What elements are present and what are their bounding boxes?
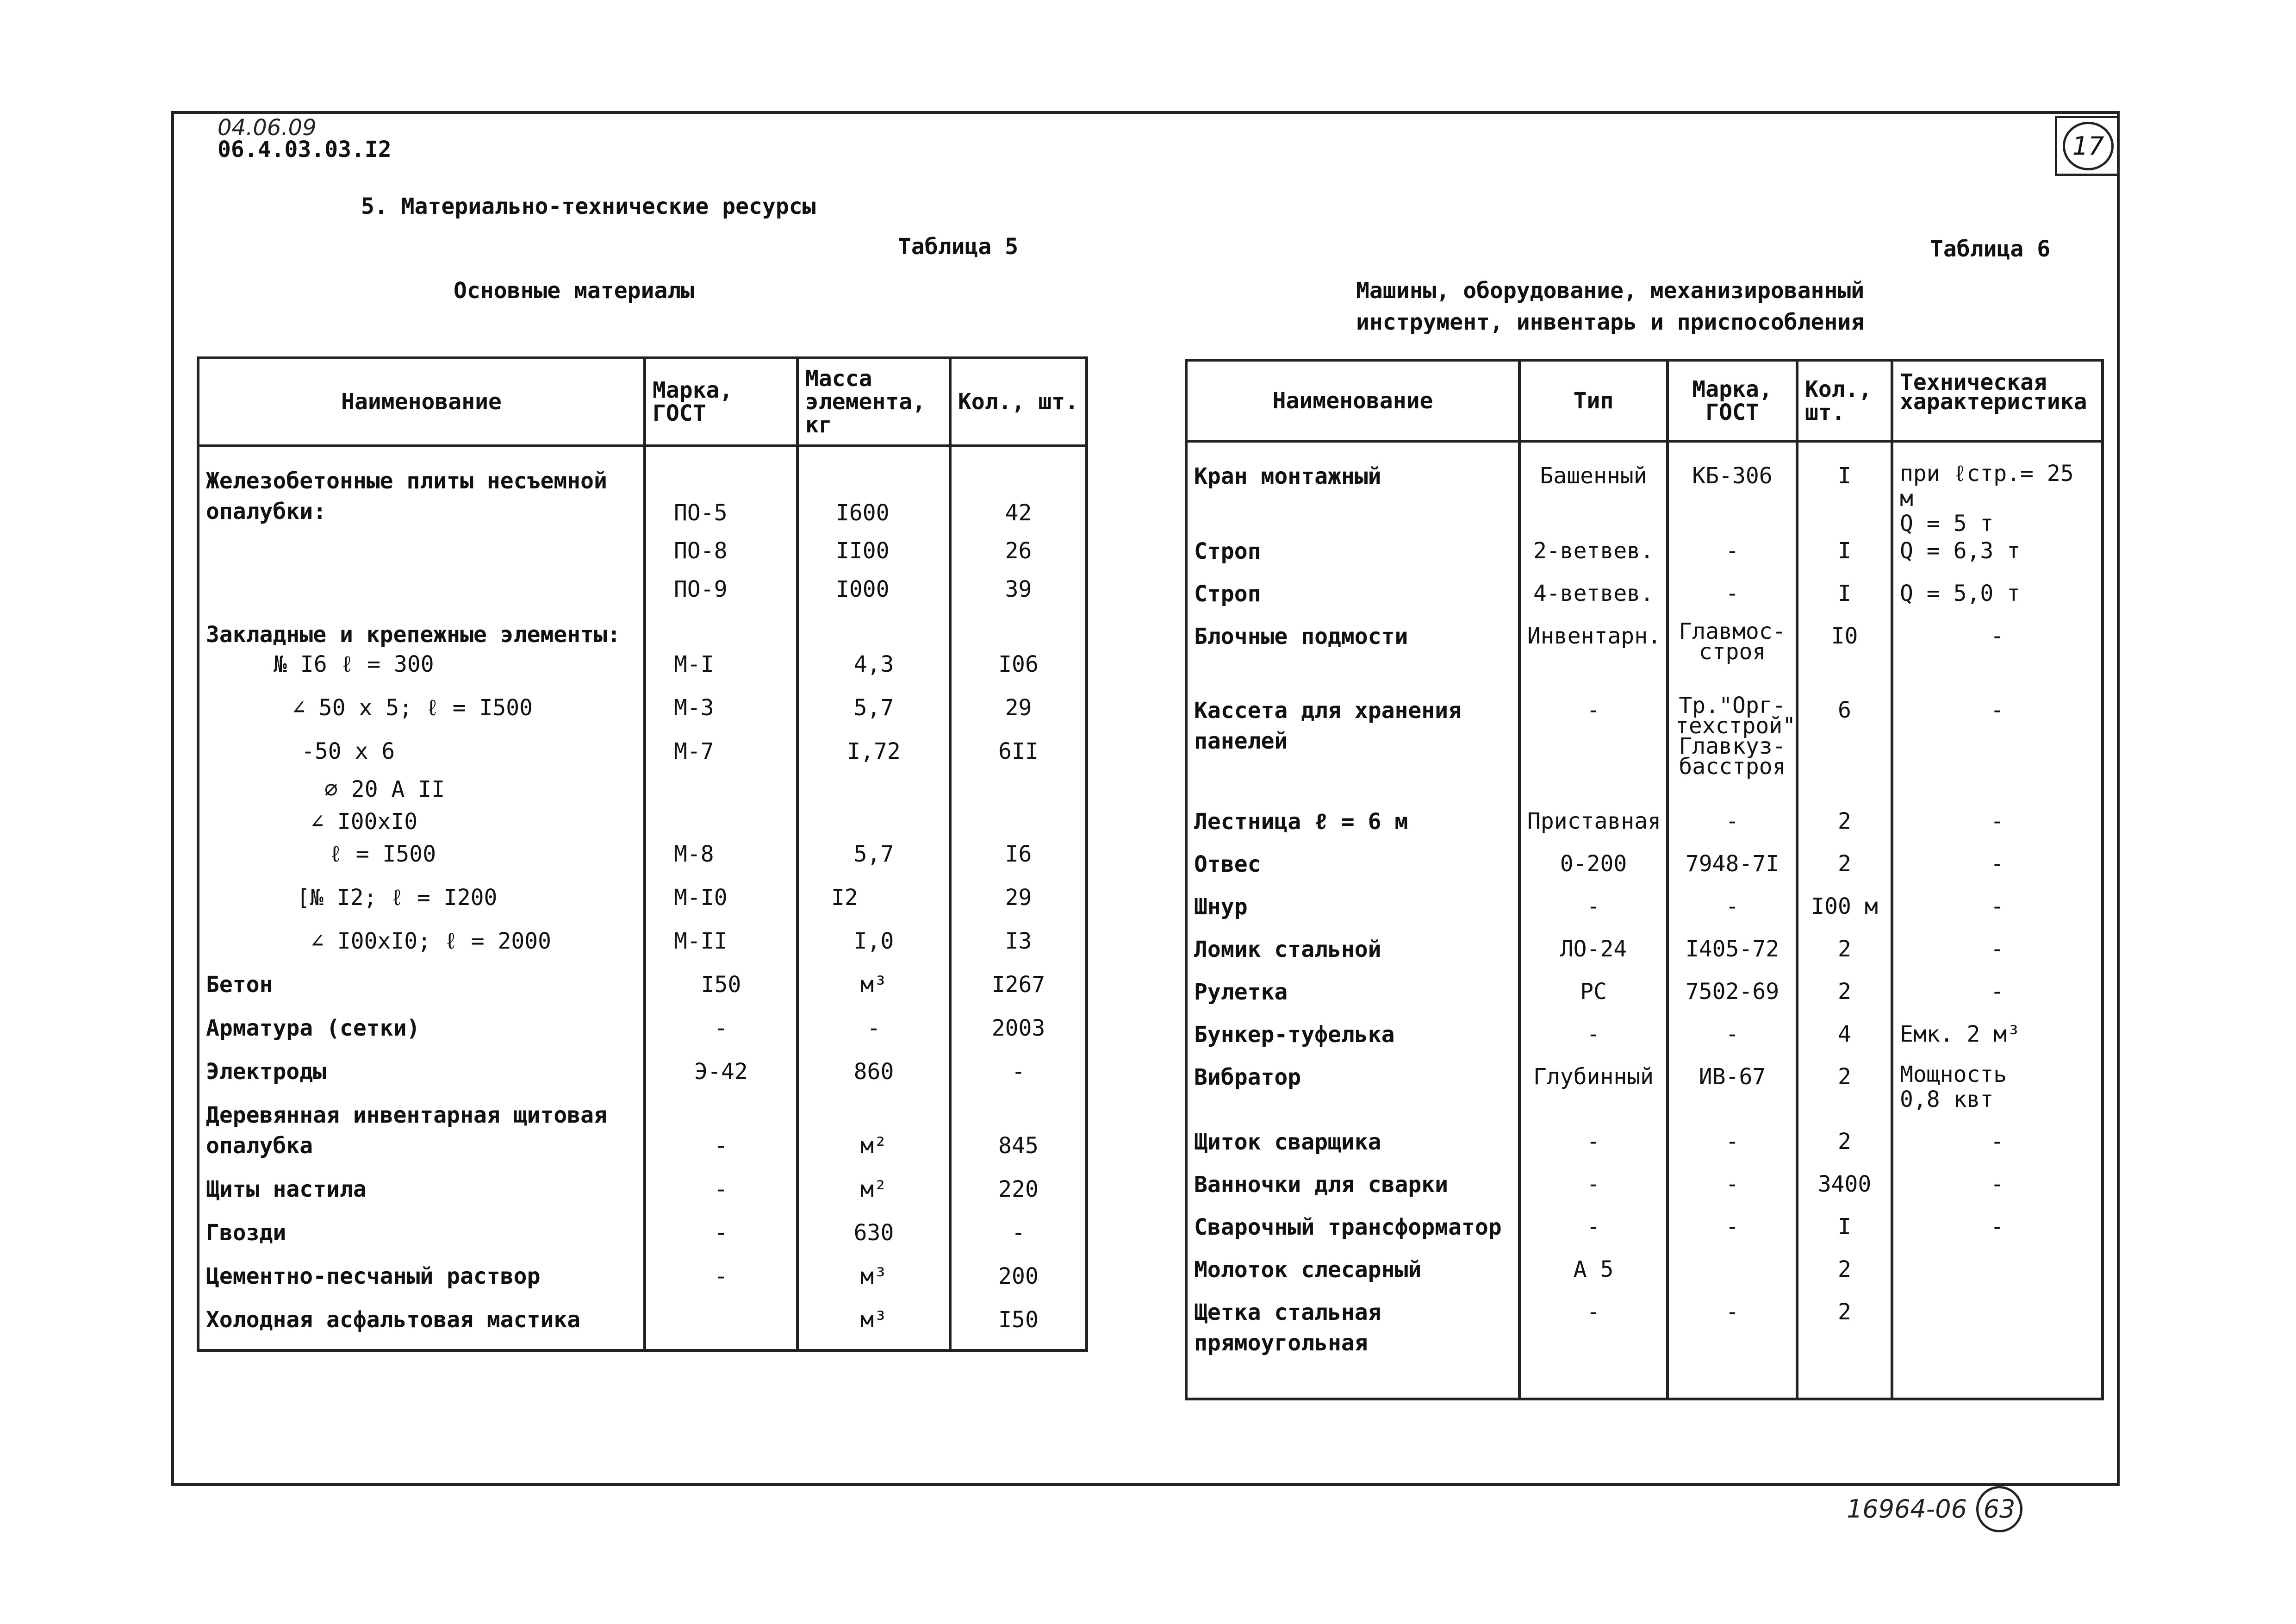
row-qty: 39 bbox=[950, 575, 1087, 612]
row-qty: I267 bbox=[950, 970, 1087, 1013]
table-row bbox=[198, 1218, 1087, 1262]
table-row bbox=[198, 650, 1087, 693]
row-mass: I,72 bbox=[797, 737, 950, 775]
row-qty: I bbox=[1797, 1212, 1892, 1255]
table-row bbox=[198, 737, 1087, 775]
row-qty: 2 bbox=[1797, 806, 1892, 849]
row-qty: 200 bbox=[950, 1262, 1087, 1305]
row-qty: 29 bbox=[950, 883, 1087, 926]
row-mass: - bbox=[797, 1013, 950, 1057]
row-mark: - bbox=[1668, 1169, 1797, 1212]
row-spec bbox=[1892, 1255, 2103, 1297]
table-row bbox=[1186, 1019, 2103, 1062]
row-mark: - bbox=[645, 1013, 797, 1057]
row-qty: 4 bbox=[1797, 1019, 1892, 1062]
row-mark: М-3 bbox=[645, 693, 797, 737]
row-name: Кран монтажный bbox=[1186, 461, 1519, 536]
table6-caption-line1: Машины, оборудование, механизированный bbox=[1356, 278, 1865, 304]
row-qty: I50 bbox=[950, 1305, 1087, 1349]
row-name: Арматура (сетки) bbox=[198, 1013, 645, 1057]
row-spec: Q = 5,0 т bbox=[1892, 579, 2103, 621]
row-name: Строп bbox=[1186, 579, 1519, 621]
row-mass: м³ bbox=[797, 1305, 950, 1349]
table-row bbox=[1186, 1127, 2103, 1169]
table-row bbox=[1186, 1062, 2103, 1127]
row-spec bbox=[1892, 1297, 2103, 1367]
row-name: Блочные подмости bbox=[1186, 621, 1519, 695]
row-mark: - bbox=[645, 1174, 797, 1218]
row-type: - bbox=[1519, 695, 1668, 806]
row-name: ∠ I00хI0 bbox=[198, 807, 645, 839]
table-header-row bbox=[1186, 360, 2103, 441]
row-mass: 4,3 bbox=[797, 650, 950, 693]
row-type: Приставная bbox=[1519, 806, 1668, 849]
row-name: Шнур bbox=[1186, 892, 1519, 934]
row-mark: - bbox=[1668, 1019, 1797, 1062]
row-spec: Q = 6,3 т bbox=[1892, 536, 2103, 579]
row-type: - bbox=[1519, 1212, 1668, 1255]
table-row bbox=[198, 1174, 1087, 1218]
row-mass: I2 bbox=[797, 883, 950, 926]
row-type: 4-ветвев. bbox=[1519, 579, 1668, 621]
row-qty: 220 bbox=[950, 1174, 1087, 1218]
row-type: 2-ветвев. bbox=[1519, 536, 1668, 579]
row-mass: м² bbox=[797, 1131, 950, 1174]
row-name: Ломик стальной bbox=[1186, 934, 1519, 977]
row-mark: - bbox=[1668, 536, 1797, 579]
row-spec: - bbox=[1892, 806, 2103, 849]
row-mark: 7502-69 bbox=[1668, 977, 1797, 1019]
row-qty: I3 bbox=[950, 926, 1087, 970]
table-row bbox=[1186, 806, 2103, 849]
table-row bbox=[198, 1262, 1087, 1305]
col-header-name: Наименование bbox=[1186, 360, 1519, 441]
row-type: - bbox=[1519, 1127, 1668, 1169]
row-mark: М-I0 bbox=[645, 883, 797, 926]
table-row bbox=[198, 1100, 1087, 1131]
row-type: - bbox=[1519, 1297, 1668, 1367]
row-name: Рулетка bbox=[1186, 977, 1519, 1019]
row-mark bbox=[645, 1305, 797, 1349]
row-name: № I6 ℓ = 300 bbox=[198, 650, 645, 693]
page-number: 17 bbox=[2063, 122, 2114, 170]
row-spec: Мощность 0,8 квт bbox=[1892, 1062, 2103, 1127]
col-header-mass: Масса элемента, кг bbox=[797, 358, 950, 446]
row-qty: 29 bbox=[950, 693, 1087, 737]
table-row bbox=[1186, 1297, 2103, 1367]
row-spec: Емк. 2 м³ bbox=[1892, 1019, 2103, 1062]
table-row bbox=[198, 1305, 1087, 1349]
footer-circle-number: 63 bbox=[1976, 1486, 2022, 1532]
table-row bbox=[1186, 1169, 2103, 1212]
row-mark: - bbox=[645, 1262, 797, 1305]
row-mark: М-I bbox=[645, 650, 797, 693]
row-spec: - bbox=[1892, 1212, 2103, 1255]
row-qty: 2 bbox=[1797, 1062, 1892, 1127]
table-row bbox=[1186, 695, 2103, 806]
row-mass: 5,7 bbox=[797, 839, 950, 883]
row-name: [№ I2; ℓ = I200 bbox=[198, 883, 645, 926]
row-qty: 2 bbox=[1797, 849, 1892, 892]
materials-table bbox=[197, 356, 1088, 1352]
row-qty: 2 bbox=[1797, 977, 1892, 1019]
row-name: ∅ 20 A II bbox=[198, 775, 645, 807]
row-mass: I600 bbox=[797, 498, 950, 536]
row-type: - bbox=[1519, 1019, 1668, 1062]
row-qty: I bbox=[1797, 461, 1892, 536]
row-mark: М-7 bbox=[645, 737, 797, 775]
table-row bbox=[198, 536, 1087, 574]
row-mark: - bbox=[1668, 892, 1797, 934]
table-row bbox=[198, 693, 1087, 737]
table-row bbox=[198, 1057, 1087, 1100]
row-name: Сварочный трансформатор bbox=[1186, 1212, 1519, 1255]
row-name: Молоток слесарный bbox=[1186, 1255, 1519, 1297]
row-name: Кассета для хранения панелей bbox=[1186, 695, 1519, 806]
row-mark: М-8 bbox=[645, 839, 797, 883]
row-mass: 860 bbox=[797, 1057, 950, 1100]
table-row bbox=[198, 575, 1087, 612]
row-mark: ПО-9 bbox=[645, 575, 797, 612]
row-qty: I bbox=[1797, 579, 1892, 621]
table-row bbox=[1186, 892, 2103, 934]
table6-label: Таблица 6 bbox=[1930, 236, 2051, 262]
row-type: - bbox=[1519, 1169, 1668, 1212]
table-row bbox=[1186, 849, 2103, 892]
row-mark: - bbox=[1668, 1127, 1797, 1169]
table-row bbox=[198, 612, 1087, 650]
table-row bbox=[198, 1131, 1087, 1174]
row-qty: 2 bbox=[1797, 934, 1892, 977]
row-type: Инвентарн. bbox=[1519, 621, 1668, 695]
row-mark: - bbox=[1668, 806, 1797, 849]
row-spec: - bbox=[1892, 934, 2103, 977]
row-mark: Тр."Орг- техстрой" Главкуз- басстроя bbox=[1668, 695, 1797, 806]
row-qty: 6II bbox=[950, 737, 1087, 775]
row-mark: I405-72 bbox=[1668, 934, 1797, 977]
row-name: Строп bbox=[1186, 536, 1519, 579]
footer-code bbox=[1847, 1486, 2022, 1532]
row-name: Щиты настила bbox=[198, 1174, 645, 1218]
row-name: Деревянная инвентарная щитовая bbox=[198, 1100, 645, 1131]
row-qty: - bbox=[950, 1218, 1087, 1262]
row-mark: Э-42 bbox=[645, 1057, 797, 1100]
table5-label: Таблица 5 bbox=[898, 234, 1019, 260]
table6-caption-line2: инструмент, инвентарь и приспособления bbox=[1356, 309, 1865, 335]
row-mark: М-II bbox=[645, 926, 797, 970]
col-header-name: Наименование bbox=[198, 358, 645, 446]
col-header-qty: Кол., шт. bbox=[950, 358, 1087, 446]
row-mark: - bbox=[1668, 1297, 1797, 1367]
row-name: Электроды bbox=[198, 1057, 645, 1100]
row-name: Щиток сварщика bbox=[1186, 1127, 1519, 1169]
row-type: Глубинный bbox=[1519, 1062, 1668, 1127]
row-name: Бункер-туфелька bbox=[1186, 1019, 1519, 1062]
table-row bbox=[198, 926, 1087, 970]
row-type: Башенный bbox=[1519, 461, 1668, 536]
document-code: 06.4.03.03.I2 bbox=[218, 137, 392, 162]
table-row bbox=[198, 466, 1087, 498]
row-type: 0-200 bbox=[1519, 849, 1668, 892]
table-row bbox=[1186, 1255, 2103, 1297]
table-row bbox=[1186, 977, 2103, 1019]
row-name: ∠ 50 х 5; ℓ = I500 bbox=[198, 693, 645, 737]
row-mass: м³ bbox=[797, 1262, 950, 1305]
row-qty: 26 bbox=[950, 536, 1087, 574]
table-row bbox=[198, 807, 1087, 839]
row-mark: - bbox=[1668, 579, 1797, 621]
row-name: ∠ I00хI0; ℓ = 2000 bbox=[198, 926, 645, 970]
row-qty: - bbox=[950, 1057, 1087, 1100]
table-row bbox=[1186, 1212, 2103, 1255]
col-header-spec: Техническая характеристика bbox=[1892, 360, 2103, 441]
row-spec: - bbox=[1892, 977, 2103, 1019]
row-name: Ванночки для сварки bbox=[1186, 1169, 1519, 1212]
row-mark: - bbox=[645, 1131, 797, 1174]
row-mark: ПО-8 bbox=[645, 536, 797, 574]
col-header-type: Тип bbox=[1519, 360, 1668, 441]
row-qty: I0 bbox=[1797, 621, 1892, 695]
row-spec: - bbox=[1892, 849, 2103, 892]
footer-code-text: 16964-06 bbox=[1847, 1494, 1967, 1524]
row-name: Щетка стальная прямоугольная bbox=[1186, 1297, 1519, 1367]
row-name: Цементно-песчаный раствор bbox=[198, 1262, 645, 1305]
row-qty: 6 bbox=[1797, 695, 1892, 806]
table-header-row bbox=[198, 358, 1087, 446]
row-spec: при ℓстр.= 25 м Q = 5 т bbox=[1892, 461, 2103, 536]
row-qty: 3400 bbox=[1797, 1169, 1892, 1212]
row-qty: I bbox=[1797, 536, 1892, 579]
row-qty: I06 bbox=[950, 650, 1087, 693]
row-mass: 630 bbox=[797, 1218, 950, 1262]
row-mark: КБ-306 bbox=[1668, 461, 1797, 536]
row-name: Бетон bbox=[198, 970, 645, 1013]
table-row bbox=[1186, 461, 2103, 536]
table-row bbox=[1186, 621, 2103, 695]
row-type: РС bbox=[1519, 977, 1668, 1019]
row-spec: - bbox=[1892, 695, 2103, 806]
row-name: Холодная асфальтовая мастика bbox=[198, 1305, 645, 1349]
table-row bbox=[1186, 934, 2103, 977]
row-name: Закладные и крепежные элементы: bbox=[198, 612, 645, 650]
row-name: Отвес bbox=[1186, 849, 1519, 892]
row-mark: Главмос- строя bbox=[1668, 621, 1797, 695]
row-qty: 42 bbox=[950, 498, 1087, 536]
section-title: 5. Материально-технические ресурсы bbox=[361, 194, 816, 219]
page-number-stamp bbox=[2055, 116, 2120, 176]
row-spec: - bbox=[1892, 1169, 2103, 1212]
row-qty: 2 bbox=[1797, 1255, 1892, 1297]
row-name: Вибратор bbox=[1186, 1062, 1519, 1127]
row-qty: I6 bbox=[950, 839, 1087, 883]
table-row bbox=[198, 1013, 1087, 1057]
row-spec: - bbox=[1892, 621, 2103, 695]
row-mark: ПО-5 bbox=[645, 498, 797, 536]
row-qty: 2 bbox=[1797, 1297, 1892, 1367]
row-mark bbox=[1668, 1255, 1797, 1297]
row-name: Гвозди bbox=[198, 1218, 645, 1262]
row-mass: I000 bbox=[797, 575, 950, 612]
row-mass: I,0 bbox=[797, 926, 950, 970]
table-row bbox=[198, 839, 1087, 883]
table-row bbox=[198, 883, 1087, 926]
row-type: А 5 bbox=[1519, 1255, 1668, 1297]
row-mass: 5,7 bbox=[797, 693, 950, 737]
row-mark: - bbox=[645, 1218, 797, 1262]
row-type: - bbox=[1519, 892, 1668, 934]
row-name: -50 х 6 bbox=[198, 737, 645, 775]
row-name: опалубка bbox=[198, 1131, 645, 1174]
row-qty: I00 м bbox=[1797, 892, 1892, 934]
row-mass: II00 bbox=[797, 536, 950, 574]
row-type: ЛО-24 bbox=[1519, 934, 1668, 977]
row-name: Железобетонные плиты несъемной опалубки: bbox=[198, 466, 645, 536]
row-name: Лестница ℓ = 6 м bbox=[1186, 806, 1519, 849]
col-header-qty: Кол., шт. bbox=[1797, 360, 1892, 441]
row-name: ℓ = I500 bbox=[198, 839, 645, 883]
row-mark: I50 bbox=[645, 970, 797, 1013]
table-row bbox=[1186, 579, 2103, 621]
table-row bbox=[198, 970, 1087, 1013]
table-row bbox=[1186, 536, 2103, 579]
row-mass: м³ bbox=[797, 970, 950, 1013]
table5-caption: Основные материалы bbox=[454, 278, 695, 304]
row-mark: ИВ-67 bbox=[1668, 1062, 1797, 1127]
equipment-table bbox=[1185, 359, 2104, 1400]
row-mass: м² bbox=[797, 1174, 950, 1218]
row-mark: 7948-7I bbox=[1668, 849, 1797, 892]
col-header-mark: Марка, ГОСТ bbox=[645, 358, 797, 446]
table-row bbox=[198, 775, 1087, 807]
handwritten-date: 04.06.09 bbox=[218, 115, 317, 141]
row-qty: 2 bbox=[1797, 1127, 1892, 1169]
row-mark: - bbox=[1668, 1212, 1797, 1255]
row-qty: 845 bbox=[950, 1131, 1087, 1174]
row-qty: 2003 bbox=[950, 1013, 1087, 1057]
col-header-mark: Марка, ГОСТ bbox=[1668, 360, 1797, 441]
row-spec: - bbox=[1892, 892, 2103, 934]
row-spec: - bbox=[1892, 1127, 2103, 1169]
